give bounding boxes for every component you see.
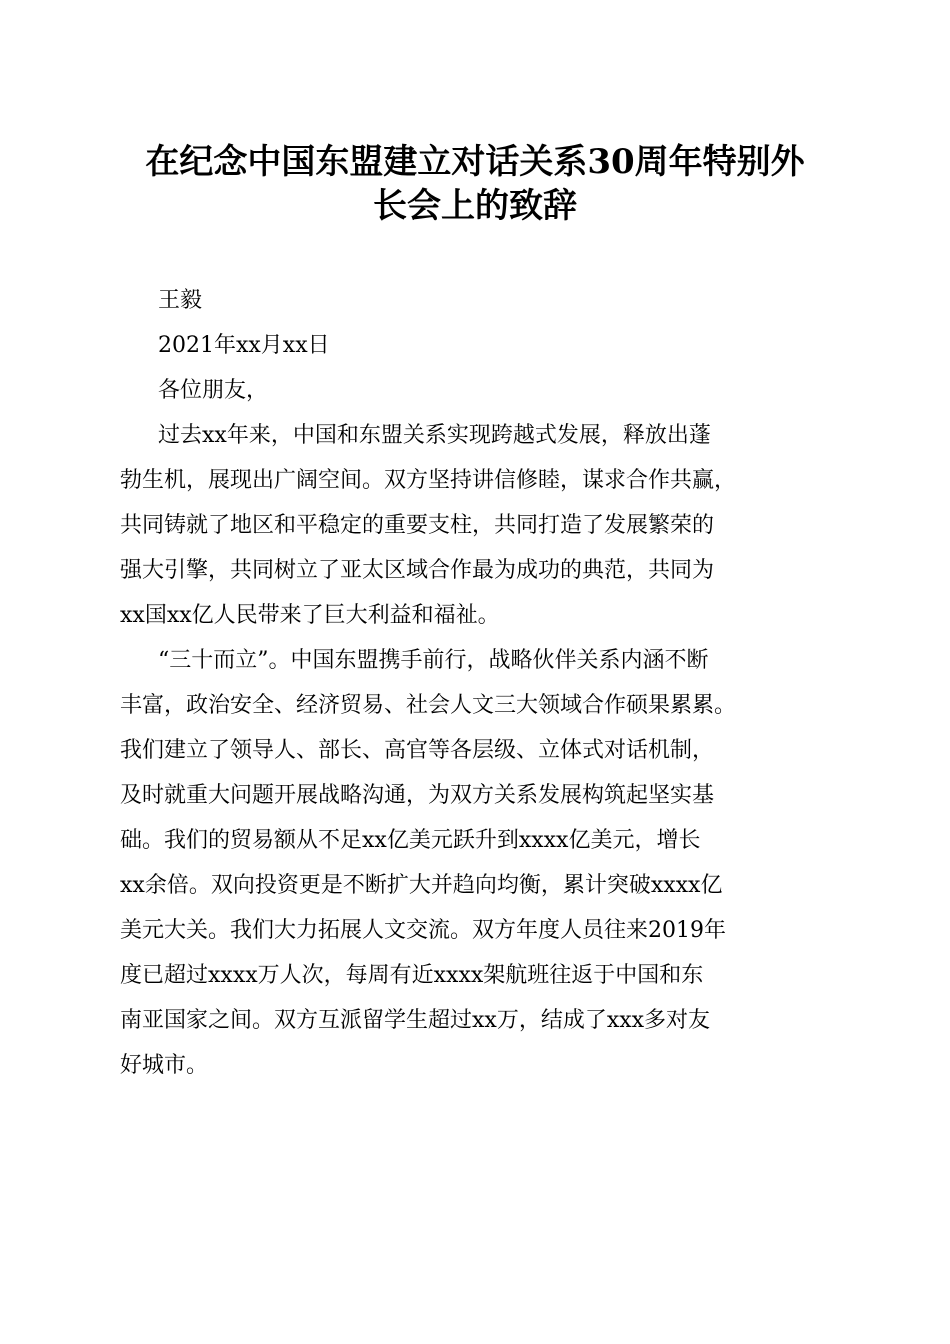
paragraph-1-line: 共同铸就了地区和平稳定的重要支柱，共同打造了发展繁荣的: [120, 513, 715, 538]
paragraph-2-line: 美元大关。我们大力拓展人文交流。双方年度人员往来2019年: [120, 918, 726, 943]
paragraph-2-line: xx余倍。双向投资更是不断扩大并趋向均衡，累计突破xxxx亿: [120, 873, 723, 898]
paragraph-2-line: 度已超过xxxx万人次，每周有近xxxx架航班往返于中国和东: [120, 963, 704, 988]
paragraph-1-line: 强大引擎，共同树立了亚太区域合作最为成功的典范，共同为: [120, 558, 715, 583]
document-body: [120, 278, 840, 1088]
title-line-1: 在纪念中国东盟建立对话关系30周年特别外: [145, 142, 805, 182]
paragraph-1-line: 勃生机，展现出广阔空间。双方坚持讲信修睦，谋求合作共赢，: [120, 468, 737, 493]
paragraph-1: [120, 413, 840, 638]
paragraph-2-line: 南亚国家之间。双方互派留学生超过xx万，结成了xxx多对友: [120, 1008, 711, 1033]
paragraph-1-line: xx国xx亿人民带来了巨大利益和福祉。: [120, 603, 500, 628]
document-title: [0, 140, 950, 228]
paragraph-2-line: 我们建立了领导人、部长、高官等各层级、立体式对话机制，: [120, 738, 715, 763]
paragraph-2-line: 础。我们的贸易额从不足xx亿美元跃升到xxxx亿美元，增长: [120, 828, 701, 853]
paragraph-2: [120, 638, 840, 1088]
salutation: 各位朋友，: [158, 378, 269, 403]
author: 王毅: [158, 288, 203, 313]
paragraph-2-line: 丰富，政治安全、经济贸易、社会人文三大领域合作硕果累累。: [120, 693, 737, 718]
paragraph-1-line: 过去xx年来，中国和东盟关系实现跨越式发展，释放出蓬: [158, 423, 711, 448]
date: 2021年xx月xx日: [158, 333, 330, 358]
paragraph-2-line: 及时就重大问题开展战略沟通，为双方关系发展构筑起坚实基: [120, 783, 715, 808]
paragraph-2-line: “三十而立”。中国东盟携手前行，战略伙伴关系内涵不断: [158, 648, 709, 673]
title-line-2: 长会上的致辞: [373, 186, 577, 226]
paragraph-2-line: 好城市。: [120, 1053, 209, 1078]
